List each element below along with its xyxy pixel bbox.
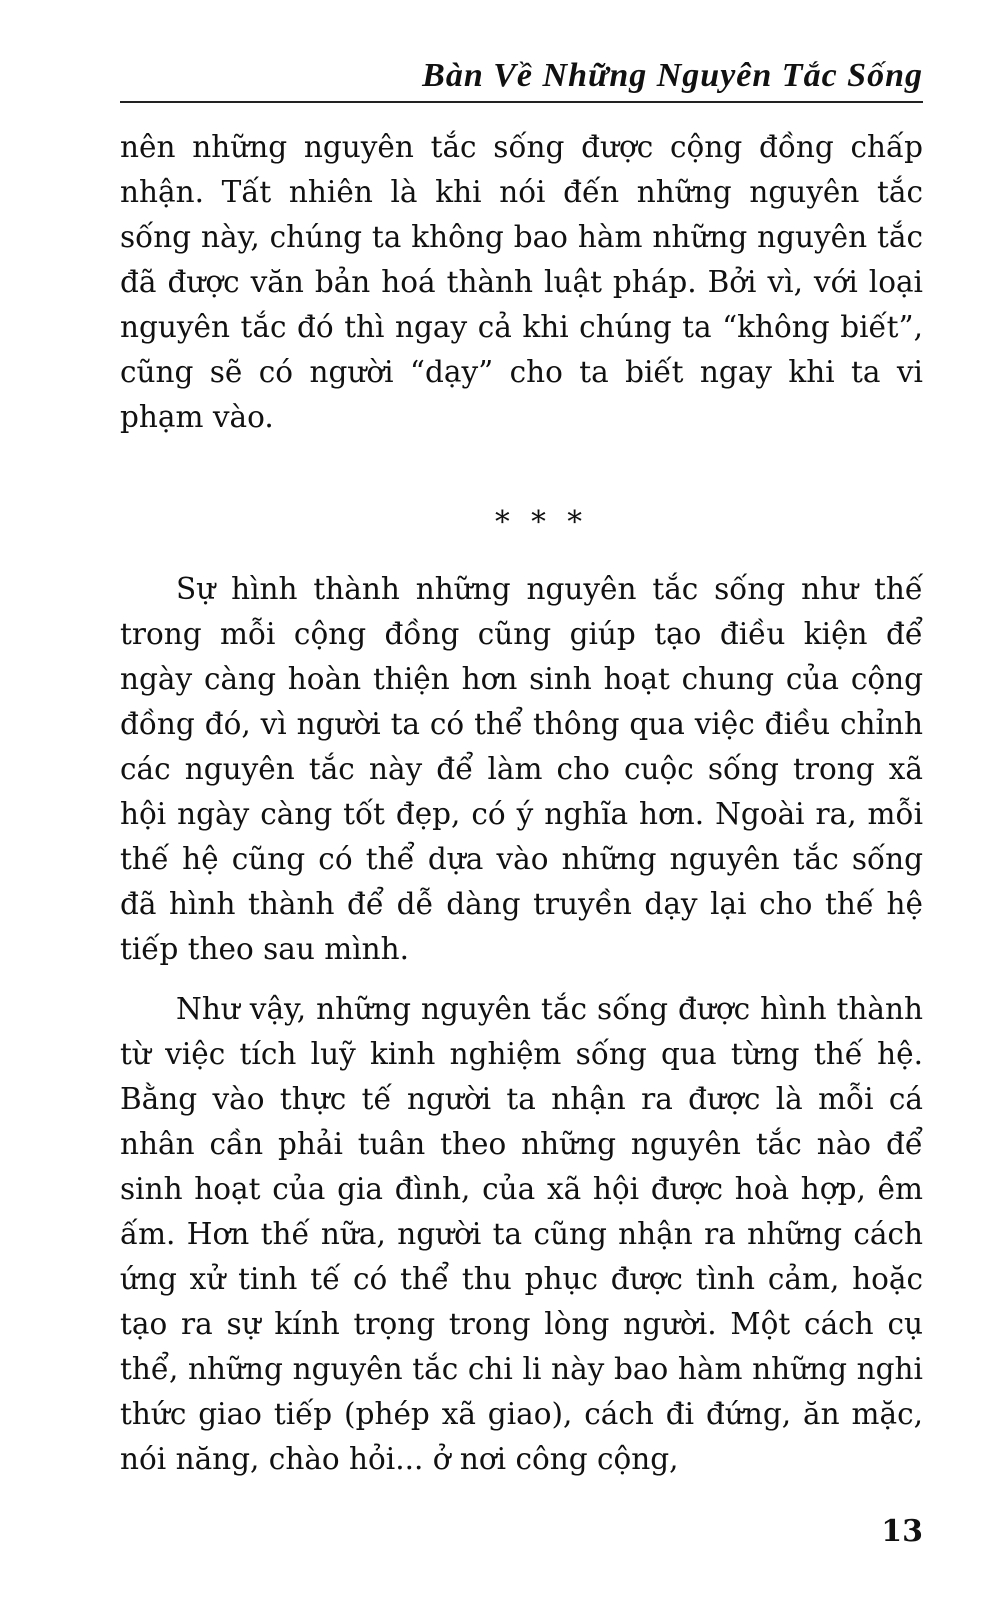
- page-number: 13: [881, 1514, 923, 1549]
- paragraph-1: nên những nguyên tắc sống được cộng đồng chấp nhận. Tất nhiên là khi nói đến những nguyên tắc sống này, chúng ta không bao hàm những nguyên tắc đã được văn bản hoá thành luật pháp. Bởi vì, với loại nguyên tắc đó thì ngay cả khi chúng ta “không biết”, cũng sẽ có người “dạy” cho ta biết ngay khi ta vi phạm vào.: [120, 130, 923, 434]
- section-separator: * * *: [494, 505, 588, 539]
- page-body: [120, 125, 923, 1482]
- running-header: Bàn Về Những Nguyên Tắc Sống: [422, 57, 923, 94]
- paragraph-3: Như vậy, những nguyên tắc sống được hình thành từ việc tích luỹ kinh nghiệm sống qua từng thế hệ. Bằng vào thực tế người ta nhận ra được là mỗi cá nhân cần phải tuân theo những nguyên tắc nào để sinh hoạt của gia đình, của xã hội được hoà hợp, êm ấm. Hơn thế nữa, người ta cũng nhận ra những cách ứng xử tinh tế có thể thu phục được tình cảm, hoặc tạo ra sự kính trọng trong lòng người. Một cách cụ thể, những nguyên tắc chi li này bao hàm những nghi thức giao tiếp (phép xã giao), cách đi đứng, ăn mặc, nói năng, chào hỏi... ở nơi công cộng,: [120, 992, 923, 1476]
- paragraph-2: Sự hình thành những nguyên tắc sống như thế trong mỗi cộng đồng cũng giúp tạo điều kiện để ngày càng hoàn thiện hơn sinh hoạt chung của cộng đồng đó, vì người ta có thể thông qua việc điều chỉnh các nguyên tắc này để làm cho cuộc sống trong xã hội ngày càng tốt đẹp, có ý nghĩa hơn. Ngoài ra, mỗi thế hệ cũng có thể dựa vào những nguyên tắc sống đã hình thành để dễ dàng truyền dạy lại cho thế hệ tiếp theo sau mình.: [120, 572, 923, 966]
- header-divider: [120, 101, 923, 103]
